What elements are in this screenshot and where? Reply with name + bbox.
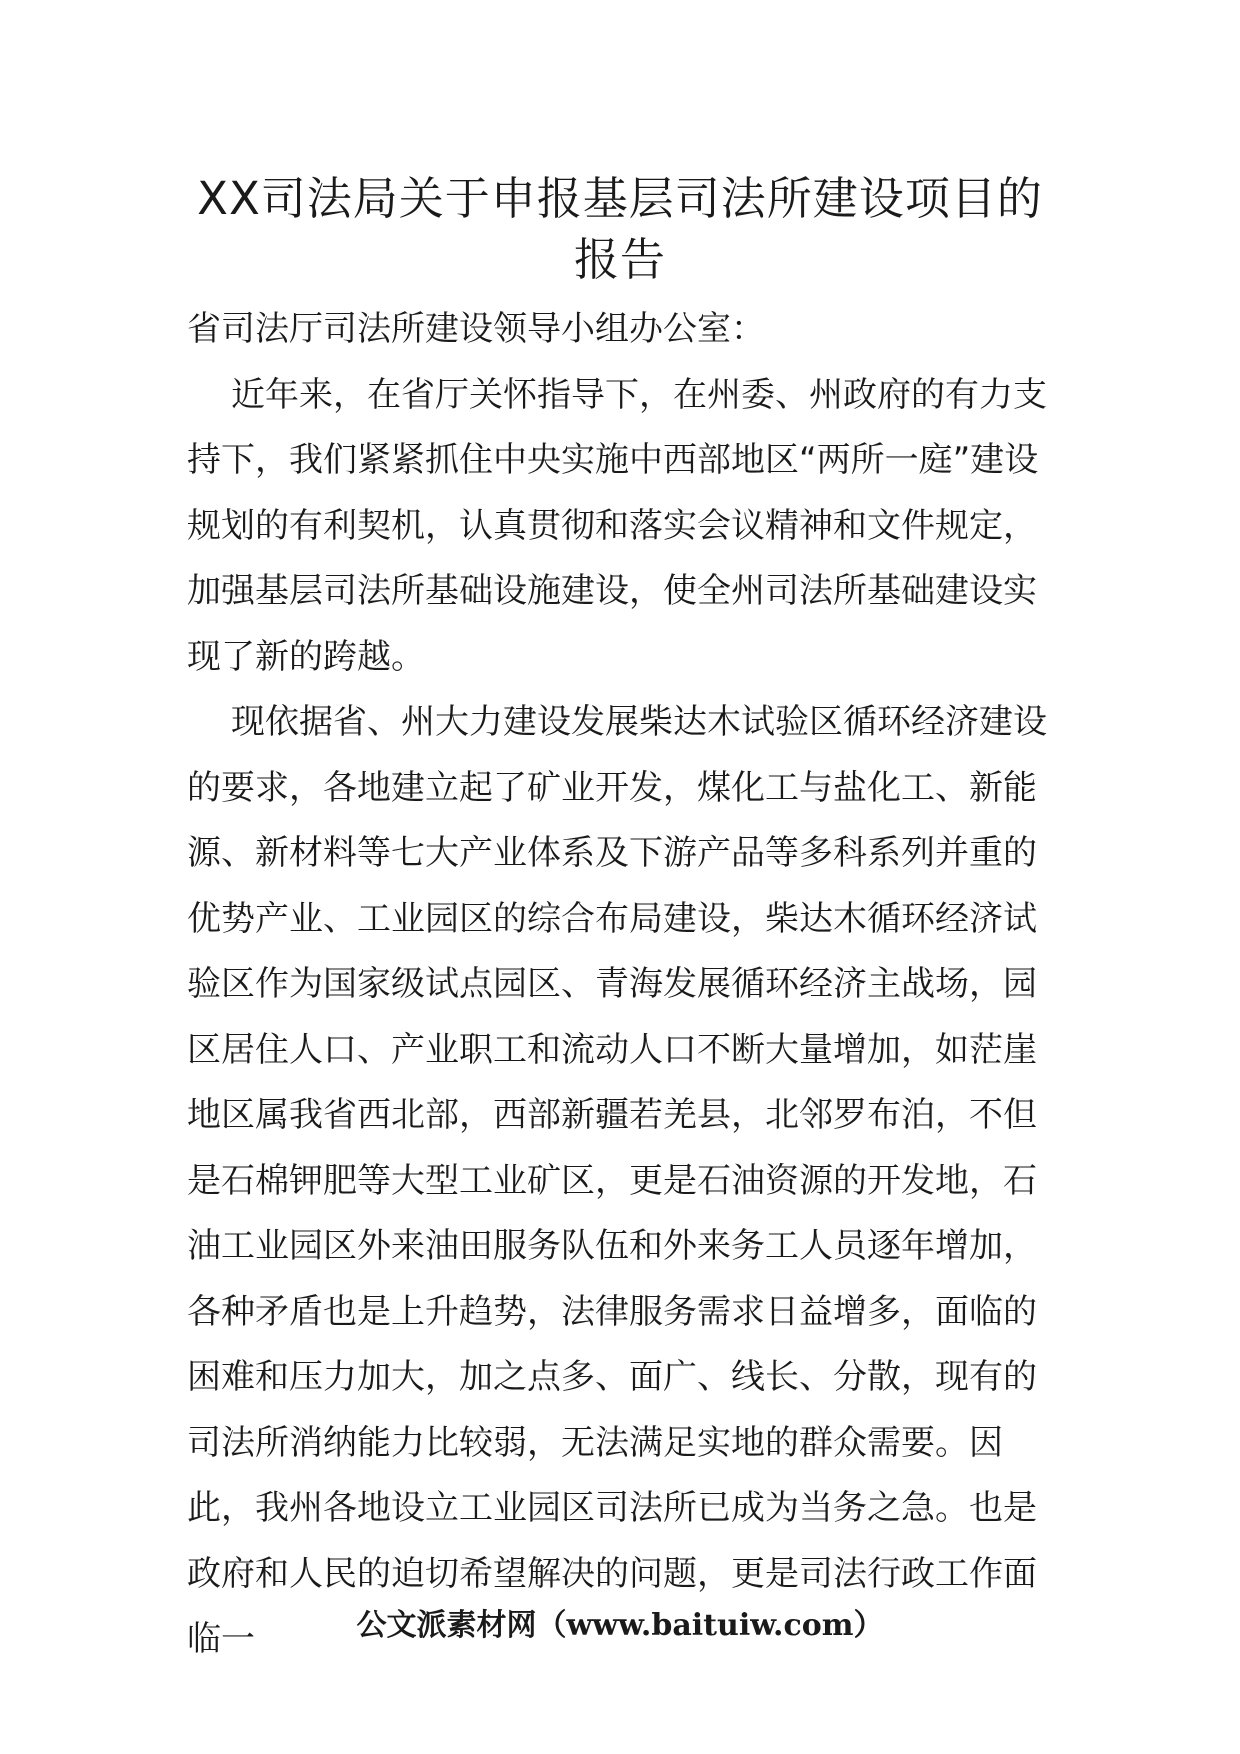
footer-source: 公文派素材网（www.baituiw.com） [356,1608,884,1643]
document-body [187,297,1067,1673]
salutation: 省司法厅司法所建设领导小组办公室： [187,309,765,349]
body-paragraph-2: 现依据省、州大力建设发展柴达木试验区循环经济建设的要求，各地建立起了矿业开发，煤化工与盐化工、新能源、新材料等七大产业体系及下游产品等多科系列并重的优势产业、工业园区的综合布局建设，柴达木循环经济试验区作为国家级试点园区、青海发展循环经济主战场，园区居住人口、产业职工和流动人口不断大量增加，如茫崖地区属我省西北部，西部新疆若羌县，北邻罗布泊，不但是石棉钾肥等大型工业矿区，更是石油资源的开发地，石油工业园区外来油田服务队伍和外来务工人员逐年增加，各种矛盾也是上升趋势，法律服务需求日益增多，面临的困难和压力加大，加之点多、面广、线长、分散，现有的司法所消纳能力比较弱，无法满足实地的群众需要。因此，我州各地设立工业园区司法所已成为当务之急。也是政府和人民的迫切希望解决的问题，更是司法行政工作面临一 [187,702,1047,1659]
document-title [150,168,1090,290]
document-title-line-1: XX司法局关于申报基层司法所建设项目的 [197,172,1043,225]
body-paragraph-1: 近年来，在省厅关怀指导下，在州委、州政府的有力支持下，我们紧紧抓住中央实施中西部地区“两所一庭”建设规划的有利契机，认真贯彻和落实会议精神和文件规定，加强基层司法所基础设施建设，使全州司法所基础建设实现了新的跨越。 [187,374,1047,677]
document-title-line-2: 报告 [573,233,666,286]
